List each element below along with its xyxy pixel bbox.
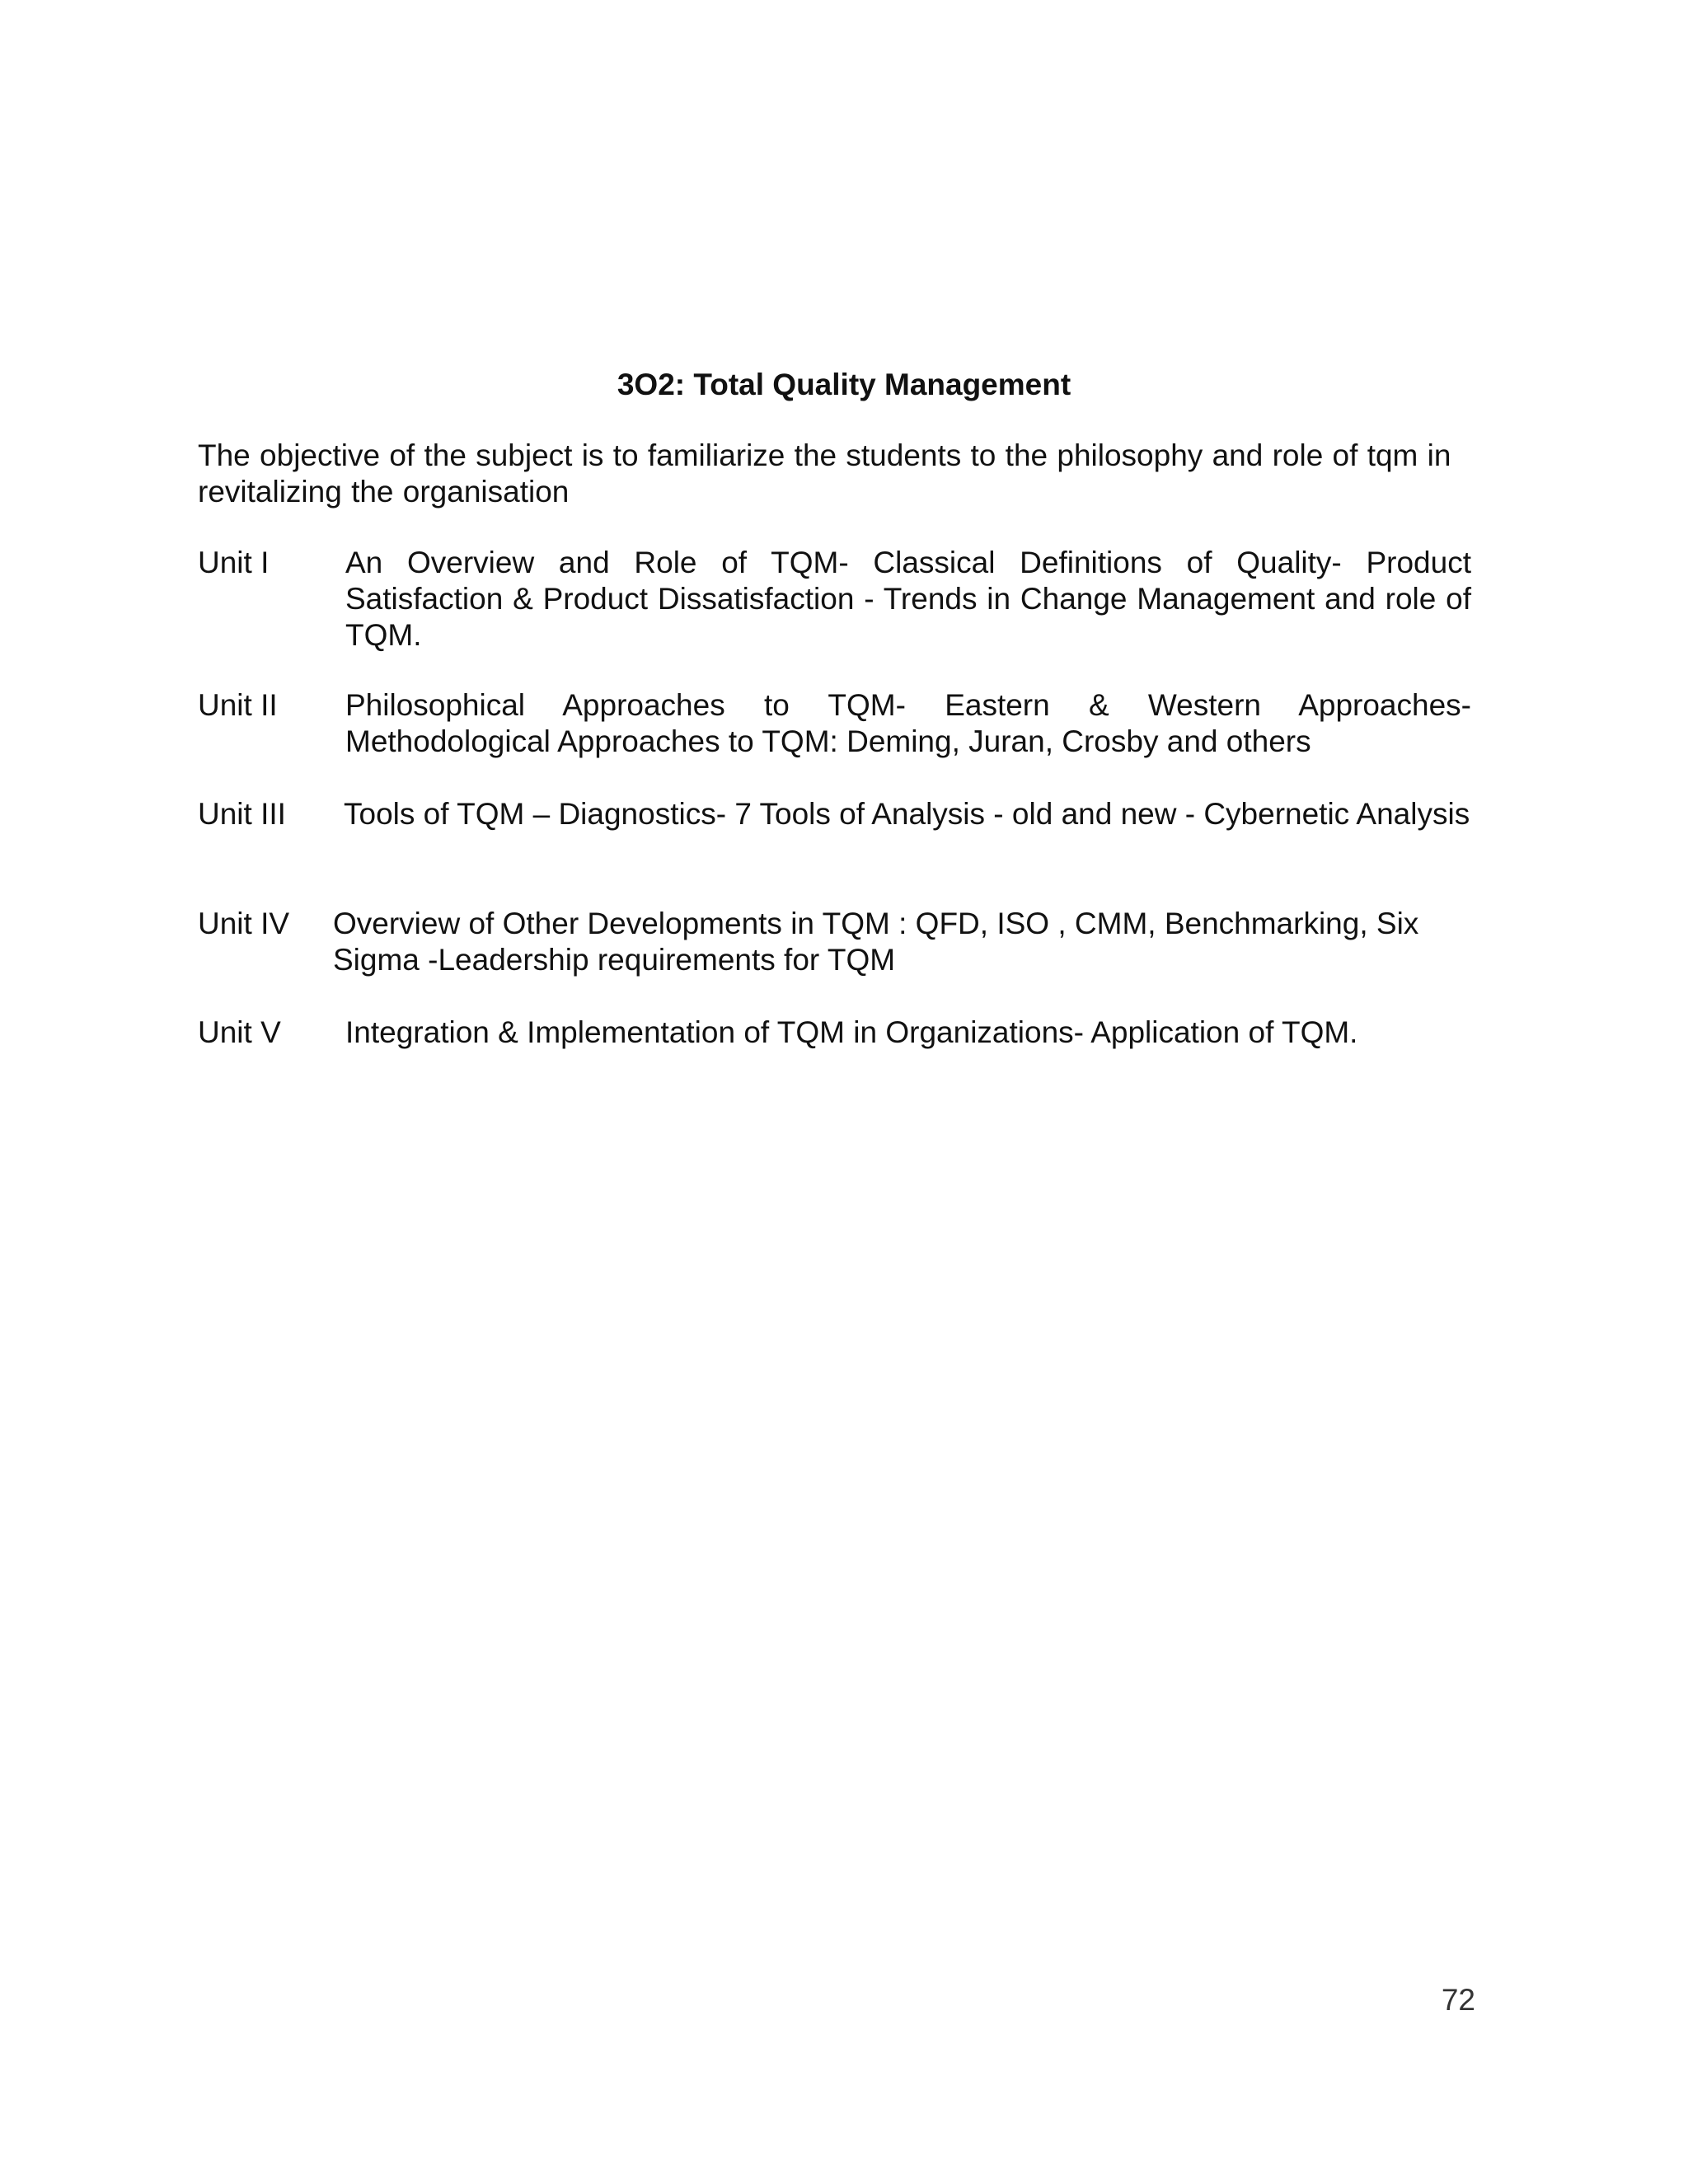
objective-paragraph: The objective of the subject is to familiarize the students to the philosophy and role of tqm in revitalizing the organisation [198,438,1451,509]
unit-label: Unit V [198,1015,281,1049]
unit-description: Philosophical Approaches to TQM- Eastern & Western Approaches- Methodological Approaches to TQM: Deming, Juran, Crosby and others [345,688,1471,758]
unit-label: Unit III [198,797,286,831]
unit-1 [198,545,1471,654]
page-number: 72 [1441,1983,1475,2017]
unit-5 [198,1015,1471,1051]
document-title: 3O2: Total Quality Management [617,368,1071,401]
unit-4 [198,906,1471,978]
unit-label: Unit II [198,688,278,722]
unit-description: Integration & Implementation of TQM in Organizations- Application of TQM. [345,1015,1358,1049]
unit-description: An Overview and Role of TQM- Classical Definitions of Quality- Product Satisfaction & Product Dissatisfaction - Trends in Change Management and role of TQM. [345,546,1471,652]
unit-3 [198,796,1471,869]
unit-description: Tools of TQM – Diagnostics- 7 Tools of Analysis - old and new - Cybernetic Analysis [344,797,1470,831]
unit-label: Unit IV [198,907,290,940]
unit-description: Overview of Other Developments in TQM : QFD, ISO , CMM, Benchmarking, Six Sigma -Leadership requirements for TQM [333,907,1419,977]
unit-label: Unit I [198,546,270,579]
unit-2 [198,687,1471,760]
